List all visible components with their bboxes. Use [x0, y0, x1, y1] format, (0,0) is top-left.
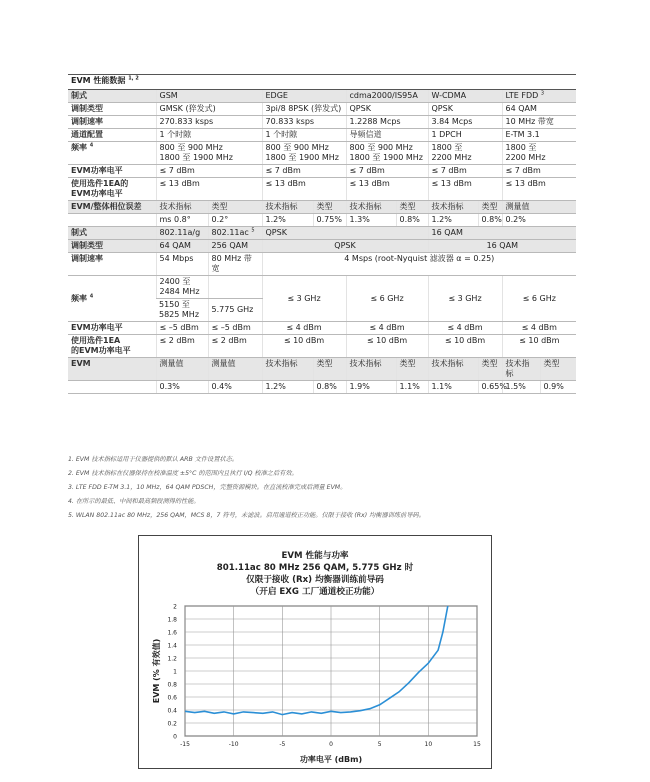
value-cell — [428, 214, 478, 227]
value-cell — [262, 253, 576, 276]
table-row — [68, 201, 576, 214]
x-tick-label: -10 — [228, 741, 239, 748]
value-cell-text: 3.84 Mcps — [431, 117, 473, 126]
value-cell — [346, 142, 428, 165]
value-cell-text: 5150 至 5825 MHz — [159, 300, 200, 319]
empty-cell — [68, 214, 156, 227]
value-cell — [346, 103, 428, 116]
row-label — [68, 227, 156, 240]
row-label-text: 通道配置 — [71, 130, 103, 139]
sub-header-text: 测量值 — [159, 359, 184, 368]
value-cell-text: EDGE — [265, 91, 288, 100]
value-cell-text: GMSK (猝发式) — [159, 104, 216, 113]
value-cell — [396, 381, 428, 394]
sub-header-text: 类型 — [481, 359, 498, 368]
value-cell — [346, 381, 396, 394]
value-cell-text: 1 DPCH — [431, 130, 462, 139]
value-cell-text: 70.833 ksps — [265, 117, 315, 126]
sub-header — [396, 358, 428, 381]
footnote-ref: 1, 2 — [128, 75, 139, 82]
row-label-text: EVM功率电平 — [71, 166, 123, 175]
value-cell — [156, 240, 208, 253]
value-cell-text: ≤ 3 GHz — [448, 293, 482, 303]
value-cell-text: 1 个时隙 — [265, 130, 298, 139]
value-cell — [478, 214, 502, 227]
value-cell — [156, 214, 208, 227]
value-cell-text: 4 Msps (root-Nyquist 滤波器 α = 0.25) — [344, 254, 495, 263]
value-cell — [346, 276, 428, 322]
sub-header-text: 技术指标 — [349, 202, 382, 211]
value-cell — [428, 178, 502, 201]
footnotes — [68, 453, 588, 523]
value-cell — [156, 322, 208, 335]
table-row — [68, 103, 576, 116]
value-cell — [156, 142, 262, 165]
value-cell-text: 1.2% — [265, 215, 286, 224]
chart-svg — [139, 536, 491, 768]
value-cell — [208, 381, 262, 394]
value-cell-text: 64 QAM — [505, 104, 537, 113]
sub-header — [313, 358, 346, 381]
sub-header-text: 技术指标 — [159, 202, 192, 211]
value-cell — [262, 178, 346, 201]
row-label — [68, 322, 156, 335]
row-label-text: 制式 — [71, 91, 87, 100]
value-cell — [428, 103, 502, 116]
value-cell — [156, 276, 208, 299]
value-cell-text: 0.9% — [543, 382, 564, 391]
sub-header-text: 技术指标 — [431, 359, 464, 368]
value-cell — [502, 142, 576, 165]
value-cell — [502, 214, 576, 227]
x-tick-label: -5 — [279, 741, 286, 748]
value-cell — [502, 381, 540, 394]
sub-header-text: 类型 — [543, 359, 560, 368]
value-cell — [502, 322, 576, 335]
value-cell — [428, 240, 576, 253]
value-cell — [346, 129, 428, 142]
sub-header — [313, 201, 346, 214]
sub-header-text: 技术指标 — [265, 359, 298, 368]
value-cell — [502, 103, 576, 116]
row-label — [68, 358, 156, 381]
evm-spec-table-container — [68, 74, 576, 394]
value-cell — [156, 381, 208, 394]
value-cell-text: 1.3% — [349, 215, 370, 224]
footnote-3: 3. LTE FDD E-TM 3.1，10 MHz，64 QAM PDSCH，完整资源模块。在直流校准完成后测量 EVM。 — [68, 484, 347, 491]
value-cell-text: ≤ 4 dBm — [369, 323, 405, 332]
row-label-text: 制式 — [71, 228, 87, 237]
value-cell-text: ≤ 13 dBm — [505, 179, 546, 188]
value-cell — [156, 129, 262, 142]
footnote-5: 5. WLAN 802.11ac 80 MHz，256 QAM，MCS 8，7 符号，未滤波。启用通道校正功能。仅限于接收 (Rx) 均衡器训练前导码。 — [68, 512, 425, 519]
value-cell — [208, 335, 262, 358]
chart-title-line: 仅限于接收 (Rx) 均衡器训练前导码 — [246, 575, 384, 585]
y-tick-label: 0.4 — [167, 707, 177, 715]
table-row — [68, 75, 576, 90]
value-cell — [262, 116, 346, 129]
value-cell — [262, 165, 346, 178]
value-cell-text: 1 个时隙 — [159, 130, 192, 139]
value-cell — [208, 240, 262, 253]
row-label-text: 调制速率 — [71, 254, 103, 263]
value-cell-text: QPSK — [334, 241, 356, 250]
row-label — [68, 253, 156, 276]
value-cell — [502, 178, 576, 201]
row-label-text: 调制类型 — [71, 104, 103, 113]
value-cell-text: ≤ 7 dBm — [265, 166, 301, 175]
sub-header — [540, 358, 576, 381]
value-cell — [396, 214, 428, 227]
sub-header-text: 技术指标 — [505, 359, 530, 378]
value-cell-text: ≤ 2 dBm — [159, 336, 195, 345]
sub-header — [396, 201, 428, 214]
sub-header — [502, 358, 540, 381]
value-cell-text: 256 QAM — [211, 241, 248, 250]
y-tick-label: 0.8 — [167, 681, 177, 689]
value-cell-text: 1.9% — [349, 382, 370, 391]
sub-header — [156, 201, 208, 214]
value-cell-text: 802.11a/g — [159, 228, 201, 237]
value-cell-text: QPSK — [431, 104, 453, 113]
row-label-text: EVM — [71, 359, 91, 368]
value-cell — [262, 103, 346, 116]
value-cell-text: ≤ 4 dBm — [447, 323, 483, 332]
value-cell — [262, 227, 428, 240]
sub-header — [346, 201, 396, 214]
value-cell-text: ms 0.8° — [159, 215, 191, 224]
value-cell-text: ≤ 13 dBm — [349, 179, 390, 188]
row-label-text: 使用选件1EA的 EVM功率电平 — [71, 179, 129, 198]
sub-header — [208, 358, 262, 381]
sub-header-text: 类型 — [399, 359, 416, 368]
value-cell-text: ≤ 13 dBm — [159, 179, 200, 188]
footnote-4: 4. 在所示的最低、中间和最高频段测得的性能。 — [68, 498, 200, 505]
table-row — [68, 253, 576, 276]
value-cell — [428, 142, 502, 165]
table-row — [68, 90, 576, 103]
value-cell-text: 0.2° — [211, 215, 229, 224]
table-row — [68, 227, 576, 240]
value-cell-text: 0.2% — [505, 215, 526, 224]
y-tick-label: 1.2 — [167, 655, 177, 663]
value-cell — [428, 129, 502, 142]
value-cell — [428, 116, 502, 129]
row-label — [68, 335, 156, 358]
value-cell — [262, 129, 346, 142]
value-cell — [156, 165, 262, 178]
row-label-text: 频率 — [71, 293, 87, 303]
footnote-2: 2. EVM 技术指标在仪器保持在校准温度 ±5°C 的范围内且执行 I/Q 校准之后有效。 — [68, 470, 298, 477]
value-cell — [262, 381, 313, 394]
value-cell-text: 800 至 900 MHz 1800 至 1900 MHz — [265, 143, 339, 162]
value-cell-text: 0.4% — [211, 382, 232, 391]
value-cell-text: 导频信道 — [349, 130, 382, 139]
sub-header-text: 类型 — [211, 202, 228, 211]
value-cell — [502, 129, 576, 142]
row-label — [68, 103, 156, 116]
row-label — [68, 165, 156, 178]
value-cell — [346, 214, 396, 227]
value-cell — [346, 335, 428, 358]
table-row — [68, 276, 576, 299]
row-label — [68, 90, 156, 103]
value-cell — [208, 299, 262, 322]
value-cell-text: 0.8% — [399, 215, 420, 224]
chart-title-line: 801.11ac 80 MHz 256 QAM, 5.775 GHz 时 — [216, 563, 414, 573]
sub-header-text: 测量值 — [211, 359, 236, 368]
value-cell-text: 1.1% — [431, 382, 452, 391]
table-row — [68, 142, 576, 165]
value-cell-text: 802.11ac — [211, 228, 249, 237]
value-cell — [502, 335, 576, 358]
sub-header-text: 类型 — [316, 202, 333, 211]
value-cell-text: ≤ –5 dBm — [159, 323, 199, 332]
value-cell — [478, 381, 507, 394]
table-row — [68, 322, 576, 335]
value-cell — [208, 253, 262, 276]
value-cell — [502, 276, 576, 322]
value-cell-text: ≤ 7 dBm — [159, 166, 195, 175]
value-cell-text: ≤ 7 dBm — [505, 166, 541, 175]
value-cell-text: 1.2288 Mcps — [349, 117, 401, 126]
value-cell — [313, 214, 346, 227]
sub-header-text: 类型 — [399, 202, 416, 211]
value-cell — [156, 253, 208, 276]
sub-header-text: 技术指标 — [265, 202, 298, 211]
evm-spec-table — [68, 74, 576, 394]
value-cell — [428, 90, 502, 103]
sub-header — [428, 201, 478, 214]
row-label — [68, 178, 156, 201]
value-cell — [156, 90, 262, 103]
sub-header-text: 类型 — [481, 202, 498, 211]
value-cell — [156, 103, 262, 116]
value-cell — [262, 240, 428, 253]
value-cell-text: cdma2000/IS95A — [349, 91, 418, 100]
value-cell-text: 1.2% — [265, 382, 286, 391]
table-title — [68, 75, 576, 90]
chart-title-line: （开启 EXG 工厂通道校正功能） — [250, 587, 380, 597]
row-label-text: 使用选件1EA 的EVM功率电平 — [71, 336, 131, 355]
value-cell — [262, 142, 346, 165]
value-cell-text: 0.8% — [316, 382, 337, 391]
value-cell — [502, 90, 576, 103]
value-cell — [262, 322, 346, 335]
value-cell-text: GSM — [159, 91, 178, 100]
x-tick-label: 15 — [473, 741, 481, 748]
value-cell-text: LTE FDD — [505, 91, 539, 100]
value-cell — [208, 214, 262, 227]
x-tick-label: 5 — [377, 741, 382, 748]
value-cell-text: 1.5% — [505, 382, 526, 391]
value-cell-text: ≤ 13 dBm — [431, 179, 472, 188]
footnote-1: 1. EVM 技术指标适用于仪器提供的默认 ARB 文件设置状态。 — [68, 456, 238, 463]
y-tick-label: 1 — [173, 668, 177, 676]
value-cell-text: 1800 至 2200 MHz — [431, 143, 472, 162]
value-cell — [428, 227, 576, 240]
row-label — [68, 276, 156, 322]
value-cell-text: 1.1% — [399, 382, 420, 391]
value-cell-text: 0.3% — [159, 382, 180, 391]
value-cell-text: 16 QAM — [431, 228, 463, 237]
row-label-text: 频率 — [71, 143, 87, 152]
chart-title-line: EVM 性能与功率 — [281, 551, 349, 561]
empty-cell — [68, 381, 156, 394]
row-label-text: EVM功率电平 — [71, 323, 123, 332]
y-axis-label: EVM (% 有效值) — [152, 638, 161, 704]
footnote-ref: 5 — [251, 227, 255, 234]
sub-header — [262, 201, 313, 214]
value-cell — [428, 322, 502, 335]
value-cell — [502, 165, 576, 178]
sub-header-text: 技术指标 — [349, 359, 382, 368]
value-cell-text: E-TM 3.1 — [505, 130, 540, 139]
value-cell-text: 0.75% — [316, 215, 342, 224]
value-cell — [208, 322, 262, 335]
sub-header — [428, 358, 478, 381]
y-tick-label: 2 — [173, 603, 177, 611]
value-cell-text: QPSK — [265, 228, 287, 237]
y-tick-label: 1.4 — [167, 642, 177, 650]
x-tick-label: 10 — [424, 741, 433, 748]
value-cell-text: 270.833 ksps — [159, 117, 214, 126]
value-cell — [156, 299, 208, 322]
table-row — [68, 240, 576, 253]
value-cell-text: ≤ 7 dBm — [349, 166, 385, 175]
row-label — [68, 142, 156, 165]
value-cell-text: ≤ 10 dBm — [444, 336, 486, 345]
row-label — [68, 201, 156, 214]
table-row — [68, 129, 576, 142]
value-cell-text: 16 QAM — [486, 241, 518, 250]
value-cell — [262, 335, 346, 358]
value-cell-text: ≤ 4 dBm — [521, 323, 557, 332]
value-cell-text: 2400 至 2484 MHz — [159, 277, 200, 296]
footnote-ref: 3 — [540, 90, 544, 97]
value-cell — [208, 227, 262, 240]
value-cell — [428, 381, 478, 394]
table-row — [68, 214, 576, 227]
value-cell-text: ≤ 10 dBm — [283, 336, 325, 345]
value-cell-text: ≤ –5 dBm — [211, 323, 251, 332]
value-cell — [346, 116, 428, 129]
value-cell-text: ≤ 7 dBm — [431, 166, 467, 175]
value-cell-text: 3pi/8 8PSK (猝发式) — [265, 104, 342, 113]
sub-header — [208, 201, 262, 214]
table-row — [68, 358, 576, 381]
value-cell-text: 0.8% — [481, 215, 502, 224]
value-cell-text: ≤ 4 dBm — [286, 323, 322, 332]
y-tick-label: 1.6 — [167, 629, 177, 637]
value-cell-text: ≤ 10 dBm — [519, 336, 560, 345]
x-axis-label: 功率电平 (dBm) — [299, 755, 363, 764]
value-cell — [540, 381, 576, 394]
value-cell — [428, 165, 502, 178]
value-cell-text: 80 MHz 带宽 — [211, 254, 252, 273]
value-cell — [346, 165, 428, 178]
evm-chart — [138, 535, 492, 769]
x-tick-label: -15 — [180, 741, 190, 748]
sub-header — [156, 358, 208, 381]
value-cell — [156, 335, 208, 358]
value-cell-text: W-CDMA — [431, 91, 467, 100]
value-cell — [262, 214, 313, 227]
value-cell-text: ≤ 6 GHz — [370, 293, 404, 303]
table-row — [68, 165, 576, 178]
footnote-ref: 4 — [89, 292, 94, 299]
value-cell-text: 10 MHz 带宽 — [505, 117, 554, 126]
row-label-text: 调制类型 — [71, 241, 103, 250]
y-tick-label: 0.2 — [167, 720, 177, 728]
y-tick-label: 1.8 — [167, 616, 177, 624]
value-cell-text: 1.2% — [431, 215, 452, 224]
value-cell — [428, 335, 502, 358]
value-cell-text: 54 Mbps — [159, 254, 194, 263]
value-cell — [428, 276, 502, 322]
empty-cell — [208, 276, 262, 299]
value-cell — [156, 227, 208, 240]
sub-header — [478, 201, 502, 214]
row-label — [68, 116, 156, 129]
value-cell — [262, 276, 346, 322]
value-cell — [156, 116, 262, 129]
value-cell-text: ≤ 3 GHz — [287, 293, 321, 303]
value-cell — [156, 178, 262, 201]
x-tick-label: 0 — [329, 741, 333, 748]
table-row — [68, 335, 576, 358]
sub-header — [346, 358, 396, 381]
value-cell-text: 800 至 900 MHz 1800 至 1900 MHz — [349, 143, 423, 162]
value-cell — [313, 381, 346, 394]
value-cell — [346, 178, 428, 201]
value-cell — [346, 322, 428, 335]
table-row — [68, 381, 576, 394]
value-cell — [346, 90, 428, 103]
value-cell-text: ≤ 6 GHz — [522, 293, 556, 303]
sub-header — [478, 358, 502, 381]
value-cell-text: 0.65% — [481, 382, 507, 391]
y-tick-label: 0.6 — [167, 694, 177, 702]
sub-header-text: 测量值 — [505, 202, 530, 211]
value-cell-text: 1800 至 2200 MHz — [505, 143, 546, 162]
sub-header-text: 技术指标 — [431, 202, 464, 211]
value-cell-text: ≤ 2 dBm — [211, 336, 247, 345]
row-label — [68, 129, 156, 142]
value-cell — [262, 90, 346, 103]
y-tick-label: 0 — [173, 733, 177, 741]
value-cell-text: ≤ 13 dBm — [265, 179, 306, 188]
value-cell-text: 64 QAM — [159, 241, 191, 250]
value-cell-text: 5.775 GHz — [211, 305, 254, 314]
table-title-text: EVM 性能数据 — [71, 76, 126, 85]
value-cell-text: ≤ 10 dBm — [366, 336, 408, 345]
row-label-text: EVM/整体相位误差 — [71, 202, 142, 211]
table-row — [68, 116, 576, 129]
sub-header — [262, 358, 313, 381]
sub-header — [502, 201, 576, 214]
sub-header-text: 类型 — [316, 359, 333, 368]
footnote-ref: 4 — [89, 142, 94, 149]
value-cell-text: QPSK — [349, 104, 371, 113]
table-row — [68, 178, 576, 201]
row-label — [68, 240, 156, 253]
value-cell-text: 800 至 900 MHz 1800 至 1900 MHz — [159, 143, 233, 162]
row-label-text: 调制速率 — [71, 117, 103, 126]
value-cell — [502, 116, 576, 129]
